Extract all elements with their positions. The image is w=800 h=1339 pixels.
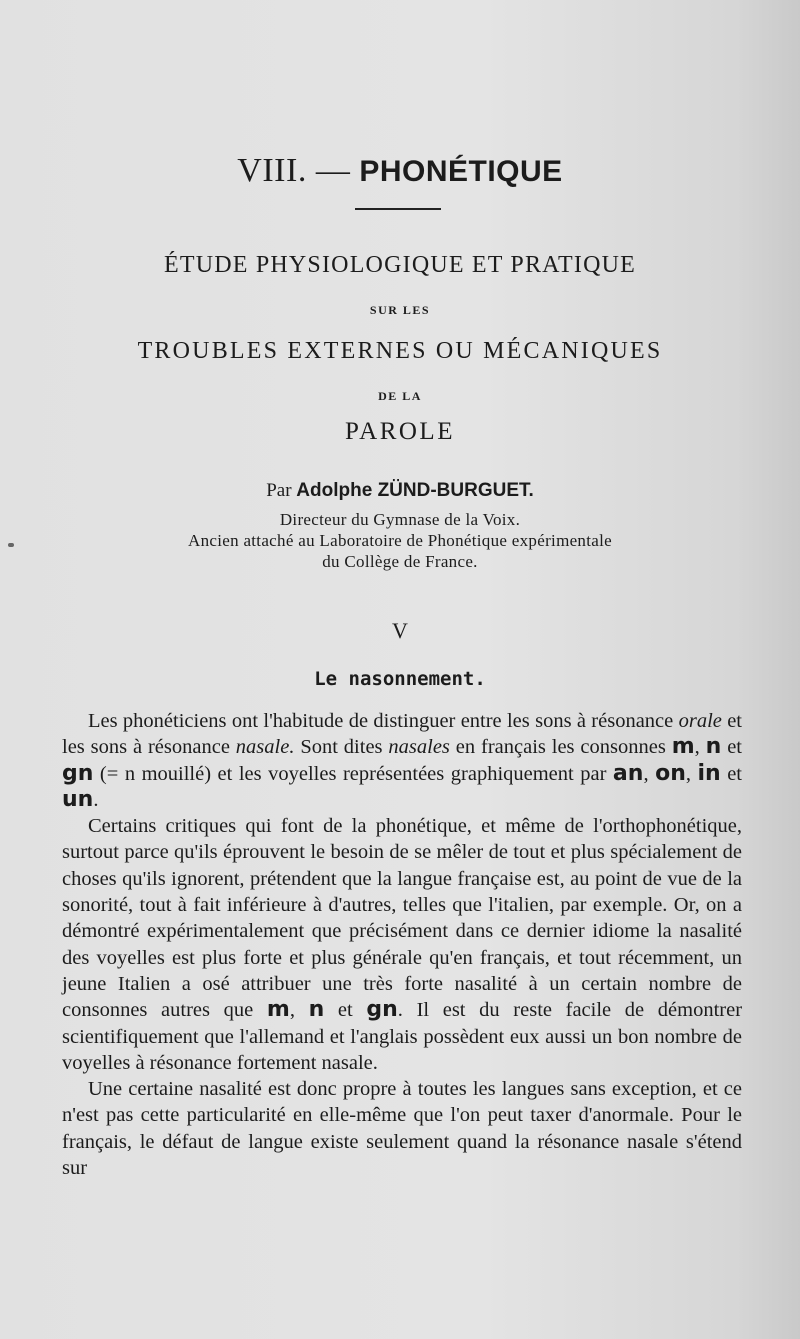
text-run: (= n mouillé) et les voyelles représentées graphiquement par — [93, 762, 613, 785]
author-affiliation-1: Directeur du Gymnase de la Voix. — [279, 510, 521, 529]
title-line-5: PAROLE — [345, 418, 455, 445]
text-run: Une certaine nasalité est donc propre à toutes les langues sans exception, et ce n'est pas cette particularité en elle-même que l'on peut taxer d'anormale. Pour le français, le défaut de langue existe seulement quand la résonance nasale s'étend sur — [62, 1078, 742, 1180]
text-run: en français les consonnes — [449, 736, 672, 759]
bold-letter: gn — [366, 997, 398, 1023]
text-run: , — [694, 736, 706, 759]
author-prefix: Par — [266, 480, 292, 501]
title-line-4: DE LA — [378, 389, 422, 403]
bold-letter: an — [612, 760, 644, 786]
chapter-numeral: V — [392, 618, 408, 643]
section-number: VIII. — — [237, 152, 351, 189]
text-run: et — [720, 762, 743, 785]
author-name: Adolphe ZÜND-BURGUET. — [296, 480, 534, 501]
section-name: PHONÉTIQUE — [359, 155, 563, 188]
title-rule — [355, 208, 441, 210]
italic-term: nasale. — [235, 736, 295, 759]
author-affiliation-2: Ancien attaché au Laboratoire de Phonétique expérimentale — [188, 531, 612, 550]
bold-letter: gn — [62, 760, 94, 786]
paragraph-3 — [62, 1076, 742, 1181]
text-run: . — [93, 788, 99, 811]
author-affiliation-3: du Collège de France. — [322, 552, 478, 571]
text-run: . Il est du reste facile de démontrer scientifiquement que l'allemand et l'anglais possèdent eux aussi un bon nombre de voyelles à résonance fortement nasale. — [62, 999, 743, 1074]
text-run: Certains critiques qui font de la phonétique, et même de l'orthophonétique, surtout parce qu'ils éprouvent le besoin de se mêler de tout et plus spécialement de choses qu'ils ignorent, prétendent que la langue française est, au point de vue de la sonorité, tout à fait inférieure à d'autres, telles que l'italien, par exemple. Or, on a démontré expérimentalement que précisément dans ce dernier idiome la nasalité des voyelles est plus forte et plus générale qu'en français, et tout récemment, un jeune Italien a osé attribuer une très forte nasalité à un certain nombre de consonnes autres que — [62, 815, 742, 1022]
text-run: , — [685, 762, 698, 785]
body-text — [62, 708, 742, 1181]
italic-term: orale — [678, 710, 722, 732]
text-run: Les phonéticiens ont l'habitude de distinguer entre les sons à résonance — [88, 710, 679, 732]
chapter-heading: Le nasonnement. — [314, 668, 486, 690]
text-run: et — [721, 736, 743, 759]
text-run: , — [289, 999, 309, 1022]
bold-letter: on — [655, 760, 686, 786]
bold-letter: n — [705, 734, 722, 760]
title-line-2: SUR LES — [369, 303, 431, 317]
bold-letter: in — [697, 760, 721, 786]
bold-letter: m — [671, 734, 695, 760]
section-title — [0, 152, 800, 190]
paragraph-1 — [62, 708, 742, 813]
bold-letter: m — [266, 997, 290, 1023]
text-run: et — [324, 999, 367, 1022]
bold-letter: un — [62, 786, 94, 812]
text-run: Sont dites — [294, 736, 389, 759]
text-run: , — [643, 762, 656, 785]
title-line-3: TROUBLES EXTERNES OU MÉCANIQUES — [137, 338, 663, 364]
author-line — [0, 480, 800, 502]
paragraph-2 — [62, 813, 742, 1076]
bold-letter: n — [308, 997, 325, 1023]
title-line-1: ÉTUDE PHYSIOLOGIQUE ET PRATIQUE — [163, 252, 637, 278]
text-run: et les sons à résonance — [62, 710, 742, 759]
italic-term: nasales — [388, 736, 450, 759]
